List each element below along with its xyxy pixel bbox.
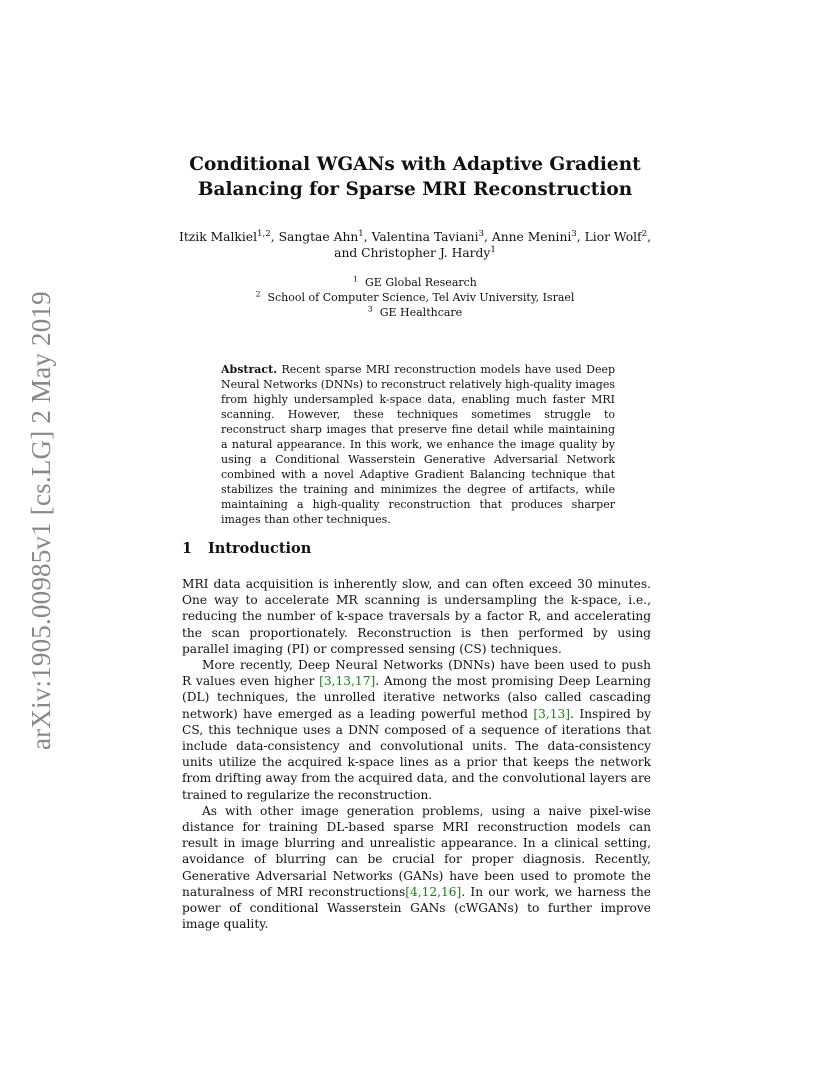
author-name: Anne Menini: [491, 230, 572, 244]
affiliation-mark: 1: [353, 274, 359, 284]
affiliation: [150, 305, 680, 320]
paragraph-1: MRI data acquisition is inherently slow, and can often exceed 30 minutes. One way to accelerate MR scanning is undersampling the k-space, i.e., reducing the number of k-space traversals by a factor R, and accelerating the scan proportionately. Reconstruction is then performed by using parallel imaging (PI) or compressed sensing (CS) techniques.: [182, 577, 651, 656]
paragraph-text: . In our work, we harness the power of conditional Wasserstein GANs (cWGANs) to further improve image quality.: [182, 884, 652, 932]
affiliation-text: GE Global Research: [365, 276, 477, 289]
arxiv-identifier-sidebar: [20, 285, 60, 750]
author-separator: ,: [363, 230, 372, 244]
author-affil-mark: 1,2: [257, 228, 271, 239]
author-list: [150, 229, 680, 261]
affiliation-mark: 2: [255, 289, 261, 299]
paragraph-text: As with other image generation problems, using a naive pixel-wise distance for training DL-based sparse MRI reconstruction models can result in image blurring and unrealistic appearance. In a clinical setting, avoidance of blurring can be crucial for proper diagnosis. Recently, Generative Adversarial Networks (GANs) have been used to promote the naturalness of MRI reconstructions: [182, 803, 651, 899]
affiliation-list: [150, 275, 680, 320]
author-name: Sangtae Ahn: [278, 230, 359, 244]
paragraph-text: More recently, Deep Neural Networks (DNNs) have been used to push R values even higher: [182, 658, 651, 689]
author-affil-mark: 2: [641, 228, 648, 239]
author-name: Lior Wolf: [584, 230, 642, 244]
section-number: 1: [182, 540, 193, 557]
paragraph-3: [182, 803, 651, 933]
affiliation-text: School of Computer Science, Tel Aviv University, Israel: [267, 291, 575, 304]
citation-link[interactable]: [4,12,16]: [405, 884, 462, 899]
author-line-2: [150, 245, 680, 261]
abstract: [221, 362, 615, 527]
affiliation: [150, 275, 680, 290]
author-separator: ,: [647, 230, 651, 244]
citation-link[interactable]: [3,13,17]: [319, 674, 376, 689]
affiliation-text: GE Healthcare: [379, 306, 463, 319]
author-name: Itzik Malkiel: [179, 230, 258, 244]
author-name: Valentina Taviani: [371, 230, 479, 244]
affiliation: [150, 290, 680, 305]
abstract-text: Recent sparse MRI reconstruction models have used Deep Neural Networks (DNNs) to reconstruct relatively high-quality images from highly undersampled k-space data, enabling much faster MRI scanning. However, these techniques sometimes struggle to reconstruct sharp images that preserve fine detail while maintaining a natural appearance. In this work, we enhance the image quality by using a Conditional Wasserstein Generative Adversarial Network combined with a novel Adaptive Gradient Balancing technique that stabilizes the training and minimizes the degree of artifacts, while maintaining a high-quality reconstruction that produces sharper images than other techniques.: [221, 363, 616, 526]
paper-title: [150, 152, 680, 202]
author-separator: ,: [576, 230, 585, 244]
author-name: and Christopher J. Hardy: [334, 246, 491, 260]
author-affil-mark: 1: [358, 228, 364, 239]
section-heading: [182, 540, 311, 557]
introduction-body: [182, 576, 651, 932]
author-affil-mark: 3: [478, 228, 484, 239]
paragraph-text: . Among the most promising Deep Learning (DL) techniques, the unrolled iterative networks (also called cascading network) have emerged as a leading powerful method: [182, 674, 651, 721]
abstract-label: Abstract.: [221, 363, 278, 376]
affiliation-mark: 3: [367, 304, 373, 314]
title-line-2: Balancing for Sparse MRI Reconstruction: [197, 179, 633, 200]
citation-link[interactable]: [3,13]: [533, 706, 571, 721]
section-title: Introduction: [208, 540, 312, 557]
paragraph-2: [182, 657, 651, 803]
author-affil-mark: 1: [490, 244, 496, 255]
author-line-1: [150, 229, 680, 245]
author-separator: ,: [270, 230, 279, 244]
author-separator: ,: [483, 230, 492, 244]
arxiv-id-text: arXiv:1905.00985v1 [cs.LG] 2 May 2019: [26, 291, 56, 750]
author-affil-mark: 3: [571, 228, 577, 239]
title-line-1: Conditional WGANs with Adaptive Gradient: [189, 154, 641, 175]
paragraph-text: . Inspired by CS, this technique uses a DNN composed of a sequence of iterations that include data-consistency and convolutional units. The data-consistency units utilize the acquired k-space lines as a prior that keeps the network from drifting away from the acquired data, and the convolutional layers are trained to regularize the reconstruction.: [182, 706, 651, 802]
